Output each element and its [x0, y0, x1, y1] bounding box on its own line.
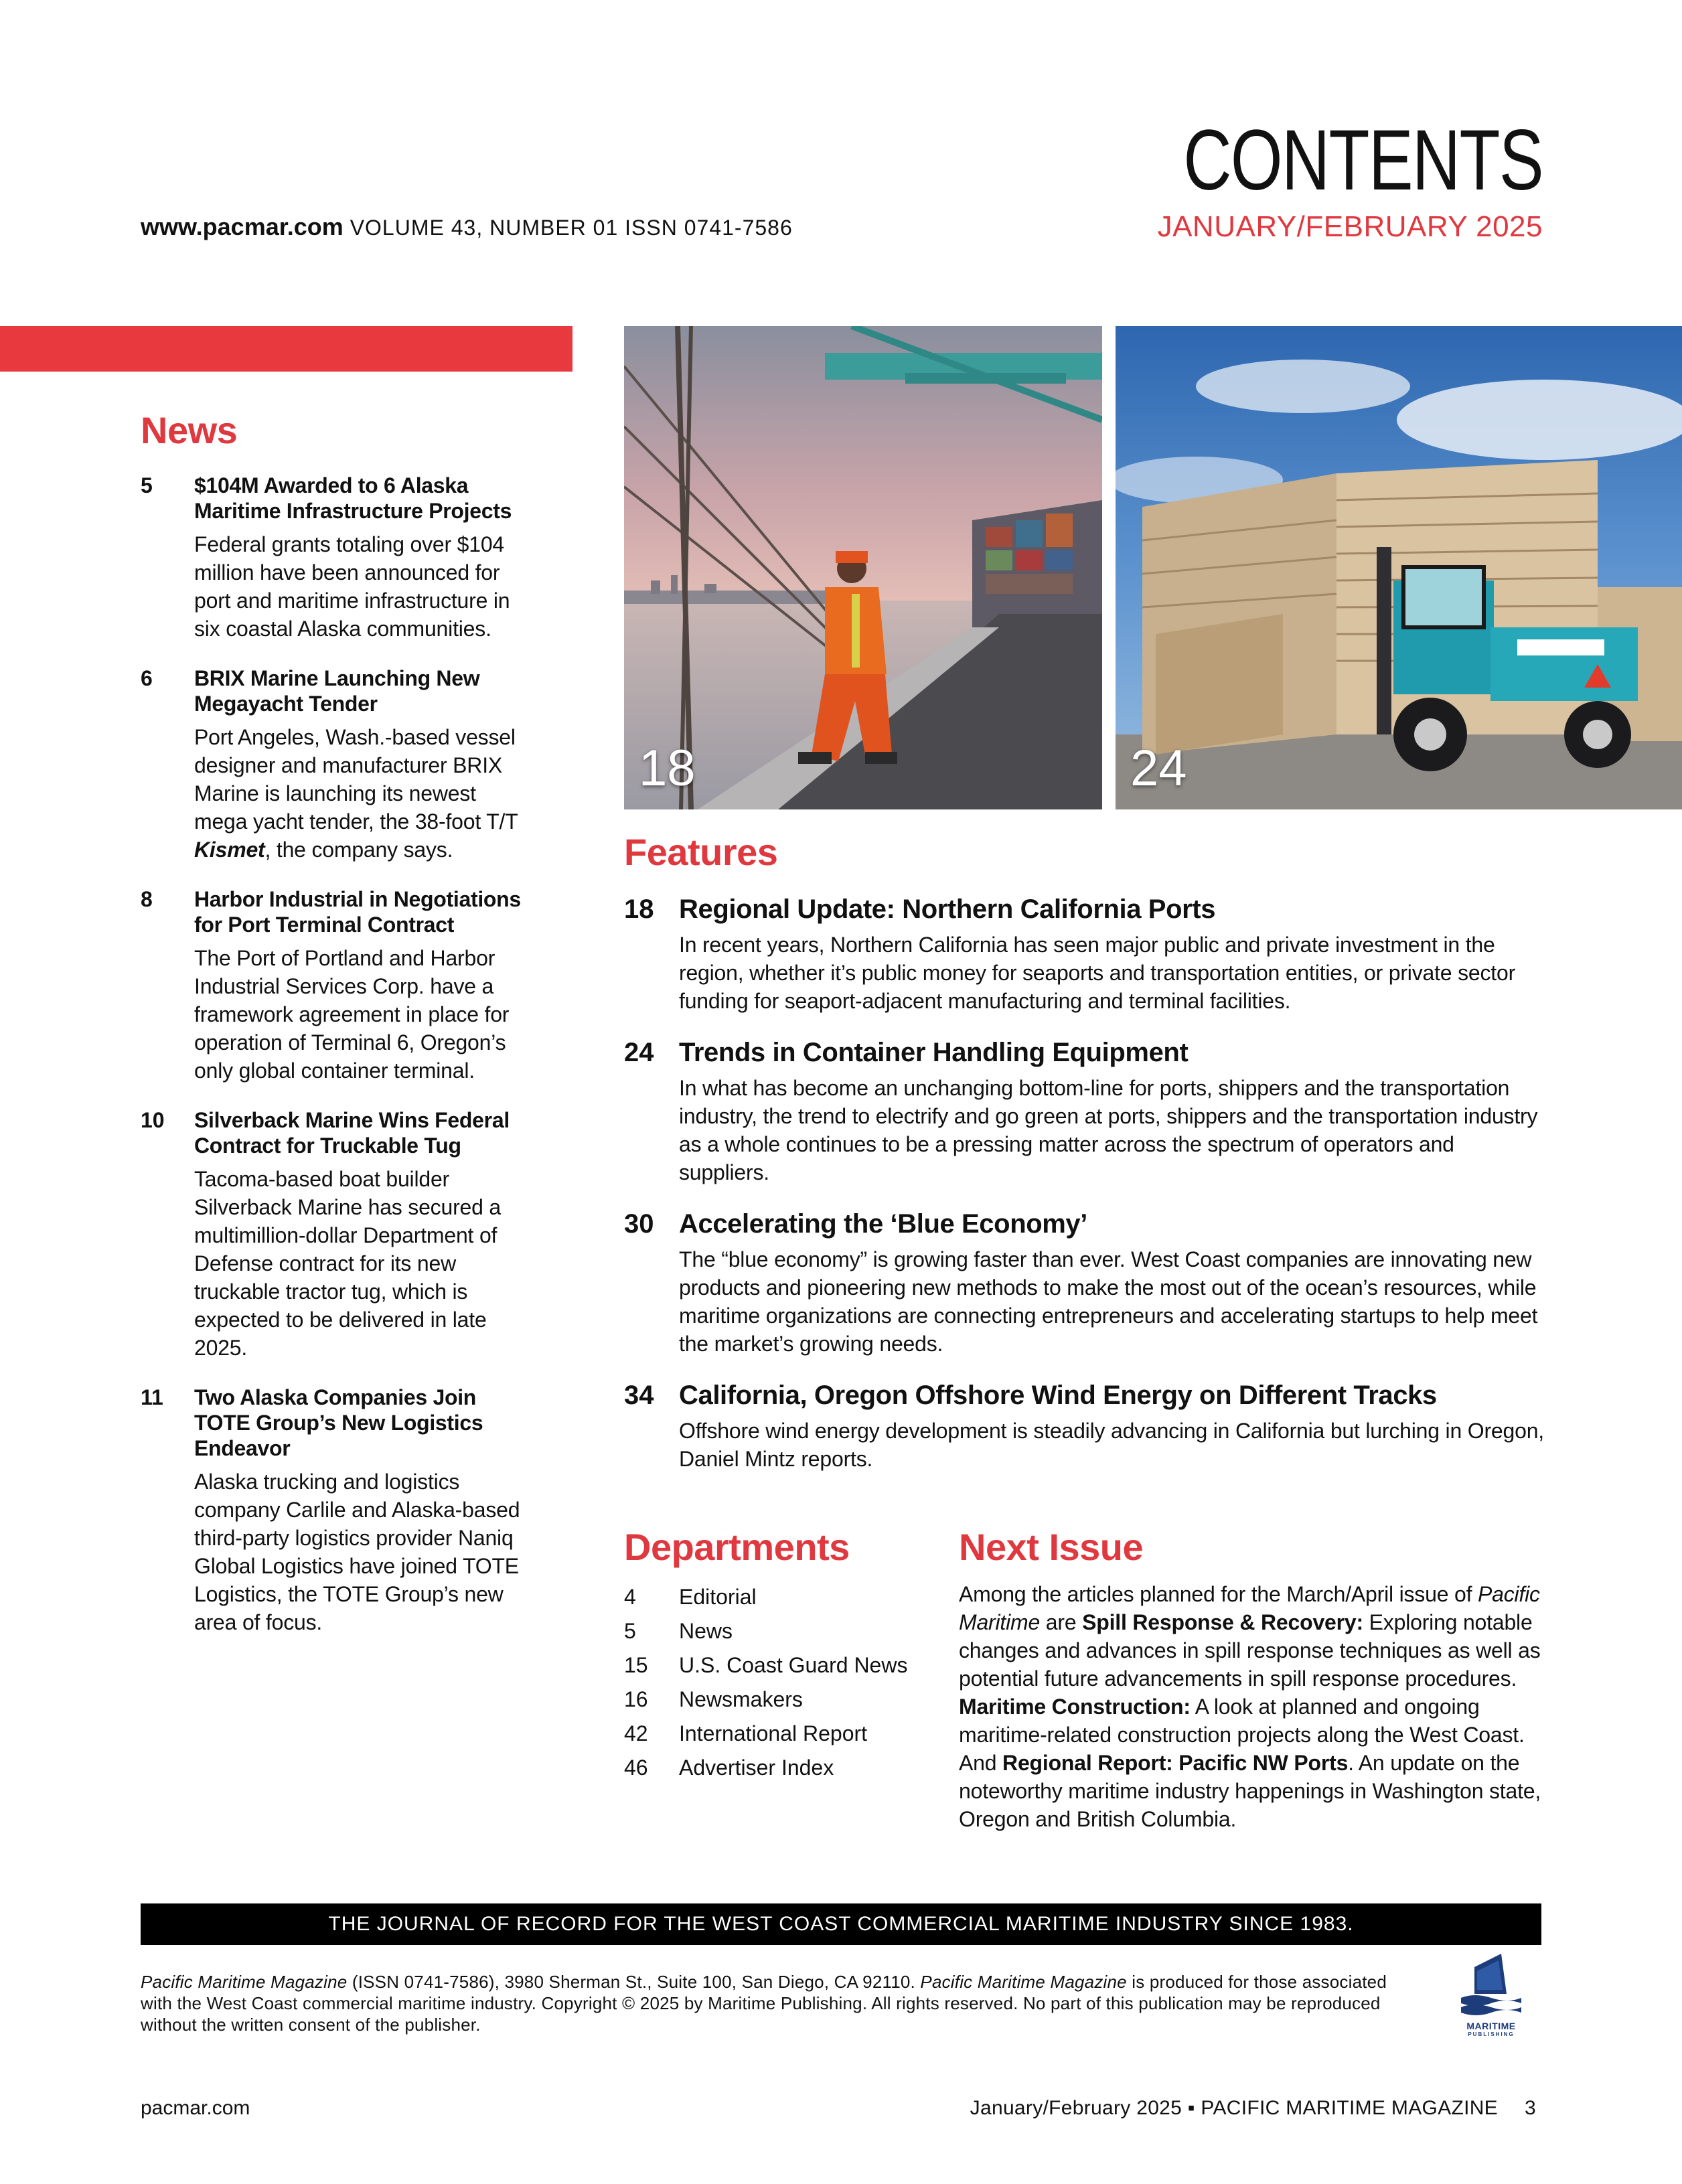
red-accent-bar: [0, 326, 572, 372]
news-heading: News: [141, 409, 238, 451]
feature-headline[interactable]: California, Oregon Offshore Wind Energy on Different Tracks: [679, 1381, 1437, 1410]
news-description: Port Angeles, Wash.-based vessel designer and manufacturer BRIX Marine is launching its newest mega yacht tender, the 38-foot T/T Kismet, the company says.: [194, 725, 518, 862]
news-headline[interactable]: Harbor Industrial in Negotiations for Port Terminal Contract: [194, 887, 521, 937]
footer-website[interactable]: pacmar.com: [141, 2097, 250, 2119]
vessel-name: Kismet: [194, 838, 265, 862]
department-item[interactable]: [624, 1717, 939, 1751]
news-headline[interactable]: $104M Awarded to 6 Alaska Maritime Infrastructure Projects: [194, 473, 512, 523]
forklift-illustration: [1116, 326, 1682, 809]
news-description: Federal grants totaling over $104 million have been announced for port and maritime infrastructure in six coastal Alaska communities.: [194, 532, 510, 641]
news-headline[interactable]: Two Alaska Companies Join TOTE Group’s New Logistics Endeavor: [194, 1385, 483, 1460]
page-number: 3: [1525, 2097, 1536, 2119]
news-item[interactable]: [141, 1385, 529, 1636]
department-label: News: [679, 1619, 733, 1643]
feature-photo-forklift[interactable]: [1116, 326, 1682, 809]
department-item[interactable]: [624, 1648, 939, 1683]
news-page-number: 6: [141, 666, 153, 690]
department-page-number: 46: [624, 1756, 648, 1780]
department-page-number: 4: [624, 1585, 636, 1609]
photo-page-number: 24: [1130, 740, 1187, 797]
news-page-number: 11: [141, 1385, 163, 1409]
feature-description: In recent years, Northern California has seen major public and private investment in the region, whether it’s public money for seaports and transportation entities, or private sector funding for seaport-adjacent manufacturing and terminal facilities.: [679, 933, 1516, 1013]
next-topic: Maritime Construction:: [959, 1695, 1191, 1719]
news-description: Tacoma-based boat builder Silverback Marine has secured a multimillion-dollar Department of Defense contract for its new truckable tractor tug, which is expected to be delivered in late 2025.: [194, 1167, 502, 1360]
volume-info: VOLUME 43, NUMBER 01 ISSN 0741-7586: [350, 216, 793, 240]
feature-description: Offshore wind energy development is steadily advancing in California but lurching in Oregon, Daniel Mintz reports.: [679, 1419, 1544, 1471]
department-item[interactable]: [624, 1614, 939, 1648]
news-description: The Port of Portland and Harbor Industrial Services Corp. have a framework agreement in place for operation of Terminal 6, Oregon’s only global container terminal.: [194, 946, 510, 1083]
footer-issue: January/February 2025 ▪ PACIFIC MARITIME MAGAZINE 3: [970, 2097, 1536, 2119]
feature-page-number: 34: [624, 1381, 654, 1410]
website-link[interactable]: www.pacmar.com: [141, 213, 343, 240]
feature-description: The “blue economy” is growing faster than ever. West Coast companies are innovating new products and pioneering new methods to make the most out of the ocean’s resources, while maritime organizations are connecting entrepreneurs and accelerating startups to help meet the market’s growing needs.: [679, 1247, 1538, 1356]
next-issue-text: Among the articles planned for the March/April issue of Pacific Maritime are Spill Response & Recovery: Exploring notable changes and advances in spill response techniques as well as potential future advancements in spill response procedures. Maritime Construction: A look at planned and ongoing maritime-related construction projects along the West Coast. And Regional Report: Pacific NW Ports. An update on the noteworthy maritime industry happenings in Washington state, Oregon and British Columbia.: [959, 1582, 1541, 1831]
masthead-line: [141, 213, 793, 241]
page-title: CONTENTS: [1183, 112, 1543, 208]
next-topic: Spill Response & Recovery:: [1082, 1610, 1363, 1634]
department-item[interactable]: [624, 1683, 939, 1717]
feature-page-number: 18: [624, 894, 654, 924]
news-page-number: 8: [141, 887, 153, 911]
department-item[interactable]: [624, 1580, 939, 1614]
news-headline[interactable]: Silverback Marine Wins Federal Contract for Truckable Tug: [194, 1108, 510, 1158]
tagline-text: THE JOURNAL OF RECORD FOR THE WEST COAST COMMERCIAL MARITIME INDUSTRY SINCE 1983.: [328, 1913, 1354, 1935]
feature-item[interactable]: [624, 1206, 1548, 1358]
next-issue-heading: Next Issue: [959, 1526, 1144, 1568]
feature-photo-port[interactable]: [624, 326, 1102, 809]
features-heading: Features: [624, 831, 778, 873]
news-page-number: 10: [141, 1108, 165, 1132]
feature-page-number: 30: [624, 1209, 654, 1239]
features-list: [624, 892, 1548, 1493]
feature-item[interactable]: [624, 1035, 1548, 1186]
news-list: [141, 473, 529, 1659]
tagline-band: [141, 1903, 1541, 1945]
feature-item[interactable]: [624, 892, 1548, 1015]
feature-headline[interactable]: Regional Update: Northern California Ports: [679, 894, 1216, 924]
department-label: Editorial: [679, 1585, 757, 1609]
news-item[interactable]: [141, 886, 529, 1085]
department-label: Advertiser Index: [679, 1756, 834, 1780]
department-label: U.S. Coast Guard News: [679, 1653, 908, 1677]
department-page-number: 15: [624, 1653, 648, 1677]
issue-date: JANUARY/FEBRUARY 2025: [1157, 210, 1543, 243]
colophon: Pacific Maritime Magazine (ISSN 0741-7586), 3980 Sherman St., Suite 100, San Diego, CA 92110. Pacific Maritime Magazine is produced for those associated with the West Coast commercial maritime industry. Copyright © 2025 by Maritime Publishing. All rights reserved. No part of this publication may be reproduced without the written consent of the publisher.: [141, 1972, 1387, 2035]
ship-sail-icon: [1454, 1954, 1528, 2021]
department-page-number: 16: [624, 1687, 648, 1711]
logo-text: MARITIME PUBLISHING: [1466, 2021, 1516, 2037]
photo-page-number: 18: [639, 740, 696, 797]
departments-list: [624, 1580, 939, 1785]
department-label: Newsmakers: [679, 1687, 803, 1711]
news-item[interactable]: [141, 1107, 529, 1362]
feature-page-number: 24: [624, 1038, 654, 1067]
port-worker-illustration: [624, 326, 1102, 809]
feature-headline[interactable]: Trends in Container Handling Equipment: [679, 1038, 1189, 1067]
department-item[interactable]: [624, 1751, 939, 1785]
feature-description: In what has become an unchanging bottom-line for ports, shippers and the transportation industry, the trend to electrify and go green at ports, shippers and the transportation industry as a whole continues to be a pressing matter across the spectrum of operators and suppliers.: [679, 1076, 1538, 1184]
news-item[interactable]: [141, 473, 529, 643]
department-page-number: 5: [624, 1619, 636, 1643]
magazine-name: Pacific Maritime: [959, 1582, 1540, 1634]
next-topic: Regional Report: Pacific NW Ports: [1002, 1751, 1349, 1775]
maritime-publishing-logo[interactable]: [1454, 1954, 1528, 2039]
news-page-number: 5: [141, 473, 153, 497]
news-description: Alaska trucking and logistics company Carlile and Alaska-based third-party logistics provider Naniq Global Logistics have joined TOTE Logistics, the TOTE Group’s new area of focus.: [194, 1470, 520, 1634]
feature-item[interactable]: [624, 1378, 1548, 1473]
department-label: International Report: [679, 1721, 868, 1745]
news-item[interactable]: [141, 666, 529, 864]
feature-headline[interactable]: Accelerating the ‘Blue Economy’: [679, 1209, 1087, 1239]
departments-heading: Departments: [624, 1526, 850, 1568]
department-page-number: 42: [624, 1721, 648, 1745]
news-headline[interactable]: BRIX Marine Launching New Megayacht Tender: [194, 666, 480, 716]
